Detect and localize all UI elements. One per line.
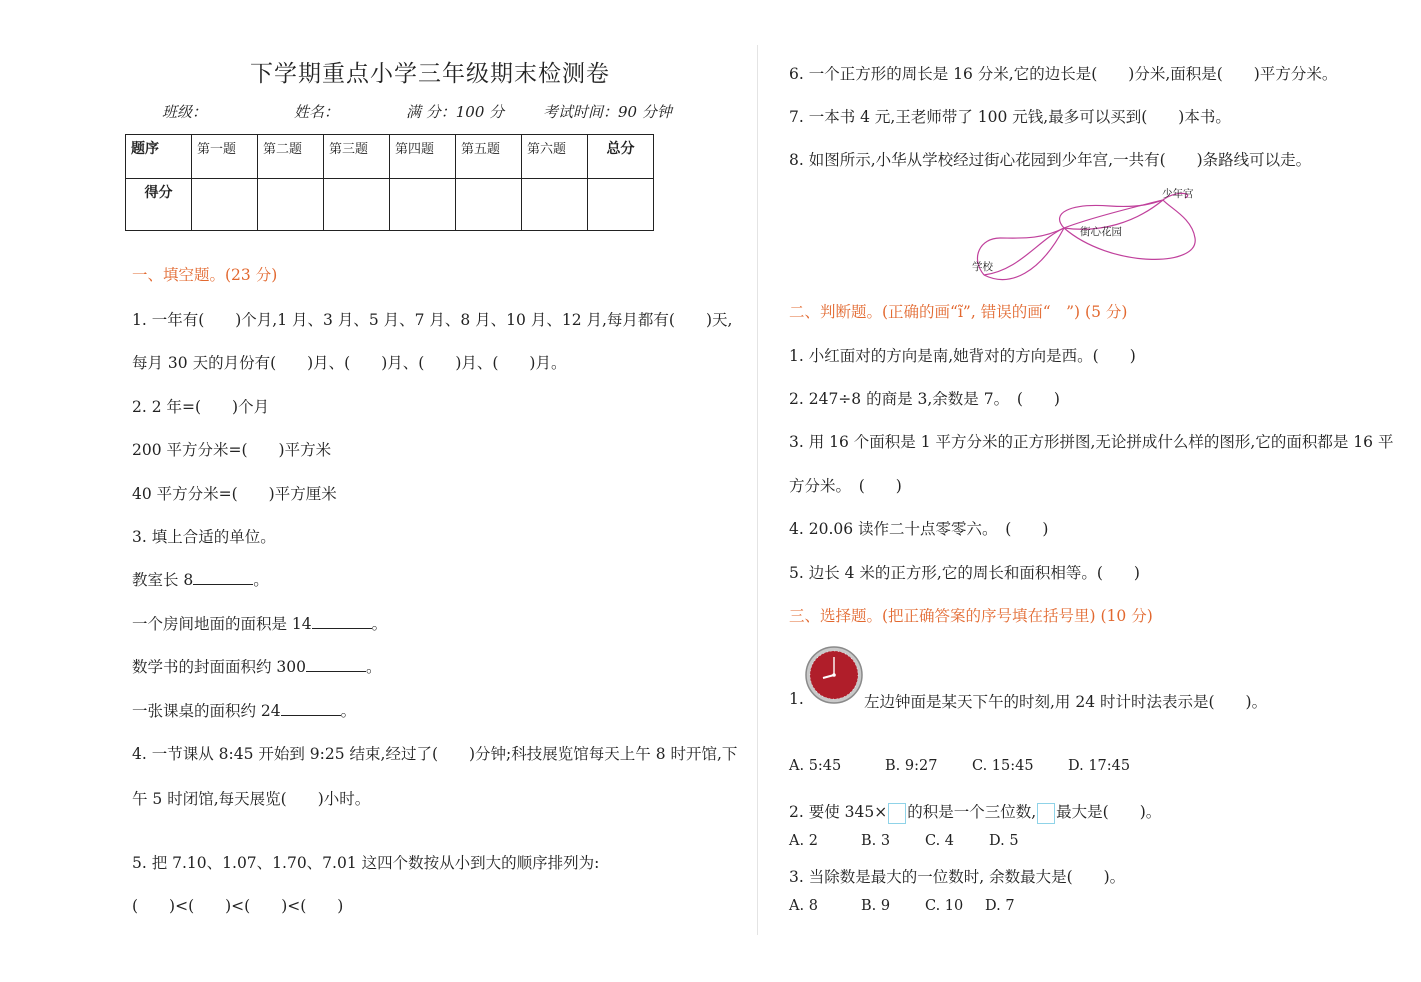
score-cell[interactable] bbox=[192, 179, 258, 231]
question-line: 2. 2 年=( )个月 bbox=[132, 398, 270, 416]
table-header-cell: 第二题 bbox=[258, 135, 324, 179]
question-text: 左边钟面是某天下午的时刻,用 24 时计时法表示是( )。 bbox=[864, 693, 1268, 711]
period: 。 bbox=[371, 615, 388, 633]
question-line: 5. 把 7.10、1.07、1.70、7.01 这四个数按从小到大的顺序排列为: bbox=[132, 854, 600, 872]
option[interactable]: C. 4 bbox=[925, 833, 955, 849]
question-text: 最大是( )。 bbox=[1056, 803, 1162, 821]
question-line: 1. 一年有( )个月,1 月、3 月、5 月、7 月、8 月、10 月、12 月,每月都有( )天, bbox=[132, 311, 733, 329]
table-header-cell: 第三题 bbox=[324, 135, 390, 179]
question-text: 2. 要使 345× bbox=[789, 803, 888, 821]
option[interactable]: A. 8 bbox=[789, 898, 818, 914]
option[interactable]: A. 2 bbox=[789, 833, 818, 849]
question-line: ( )<( )<( )<( ) bbox=[132, 897, 344, 915]
question-line: 40 平方分米=( )平方厘米 bbox=[132, 485, 337, 503]
option[interactable]: C. 15:45 bbox=[972, 758, 1034, 774]
route-map bbox=[960, 178, 1210, 288]
options-row bbox=[789, 758, 1130, 774]
question-text: 教室长 8 bbox=[132, 571, 194, 589]
score-cell[interactable] bbox=[390, 179, 456, 231]
question-line: 8. 如图所示,小华从学校经过街心花园到少年宫,一共有( )条路线可以走。 bbox=[789, 151, 1312, 169]
question-line: 方分米。 ( ) bbox=[789, 477, 902, 495]
table-header-cell: 第六题 bbox=[522, 135, 588, 179]
options-row bbox=[789, 833, 1019, 849]
question-line: 3. 用 16 个面积是 1 平方分米的正方形拼图,无论拼成什么样的图形,它的面积都是 16 平 bbox=[789, 433, 1394, 451]
clock-icon bbox=[804, 645, 864, 705]
page-title: 下学期重点小学三年级期末检测卷 bbox=[250, 61, 610, 87]
table-header-cell: 总分 bbox=[588, 135, 654, 179]
question-line: 2. 247÷8 的商是 3,余数是 7。 ( ) bbox=[789, 390, 1060, 408]
option[interactable]: A. 5:45 bbox=[789, 758, 842, 774]
full-score: 满 分：100 分 bbox=[406, 103, 505, 121]
score-cell[interactable] bbox=[522, 179, 588, 231]
question-line bbox=[132, 568, 269, 590]
section1-heading: 一、填空题。(23 分) bbox=[132, 266, 278, 284]
question-line bbox=[132, 612, 387, 634]
column-divider bbox=[757, 45, 758, 935]
question-text: 的积是一个三位数, bbox=[907, 803, 1037, 821]
section2-heading: 二、判断题。(正确的画“ĩ”, 错误的画“ ”) (5 分) bbox=[789, 303, 1128, 321]
map-label-school: 学校 bbox=[972, 261, 993, 273]
option[interactable]: D. 5 bbox=[989, 833, 1019, 849]
question-line bbox=[132, 655, 382, 677]
option[interactable]: B. 9 bbox=[861, 898, 891, 914]
score-table bbox=[125, 134, 654, 231]
answer-blank[interactable] bbox=[306, 657, 366, 672]
table-header-cell: 第五题 bbox=[456, 135, 522, 179]
question-line: 午 5 时闭馆,每天展览( )小时。 bbox=[132, 790, 371, 808]
option[interactable]: D. 17:45 bbox=[1068, 758, 1131, 774]
score-cell[interactable] bbox=[588, 179, 654, 231]
section3-heading: 三、选择题。(把正确答案的序号填在括号里) (10 分) bbox=[789, 607, 1153, 625]
question-line: 3. 填上合适的单位。 bbox=[132, 528, 276, 546]
option[interactable]: C. 10 bbox=[925, 898, 964, 914]
question-line: 1. 小红面对的方向是南,她背对的方向是西。( ) bbox=[789, 347, 1136, 365]
blank-box[interactable] bbox=[888, 803, 906, 824]
period: 。 bbox=[340, 702, 357, 720]
score-cell[interactable] bbox=[456, 179, 522, 231]
table-header-cell: 第四题 bbox=[390, 135, 456, 179]
period: 。 bbox=[366, 658, 382, 676]
question-line: 5. 边长 4 米的正方形,它的周长和面积相等。( ) bbox=[789, 564, 1140, 582]
question-line: 7. 一本书 4 元,王老师带了 100 元钱,最多可以买到( )本书。 bbox=[789, 108, 1231, 126]
option[interactable]: B. 9:27 bbox=[885, 758, 938, 774]
answer-blank[interactable] bbox=[281, 701, 341, 716]
name-label: 姓名： bbox=[294, 103, 340, 121]
map-label-garden: 街心花园 bbox=[1080, 226, 1122, 238]
question-number: 1. bbox=[789, 690, 804, 708]
option[interactable]: B. 3 bbox=[861, 833, 891, 849]
table-row-label: 得分 bbox=[126, 179, 192, 231]
question-text: 一张课桌的面积约 24 bbox=[132, 702, 281, 720]
question-line: 200 平方分米=( )平方米 bbox=[132, 441, 332, 459]
score-cell[interactable] bbox=[258, 179, 324, 231]
question-line: 3. 当除数是最大的一位数时, 余数最大是( )。 bbox=[789, 868, 1126, 886]
answer-blank[interactable] bbox=[312, 614, 372, 629]
question-line: 4. 20.06 读作二十点零零六。 ( ) bbox=[789, 520, 1049, 538]
exam-time: 考试时间：90 分钟 bbox=[543, 103, 672, 121]
class-label: 班级： bbox=[162, 103, 208, 121]
question-line: 每月 30 天的月份有( )月、( )月、( )月、( )月。 bbox=[132, 354, 567, 372]
options-row bbox=[789, 898, 1015, 914]
answer-blank[interactable] bbox=[193, 570, 253, 585]
map-label-palace: 少年宫 bbox=[1162, 188, 1194, 200]
question-line: 4. 一节课从 8:45 开始到 9:25 结束,经过了( )分钟;科技展览馆每天上午 8 时开馆,下 bbox=[132, 745, 738, 763]
blank-box[interactable] bbox=[1037, 803, 1055, 824]
score-cell[interactable] bbox=[324, 179, 390, 231]
option[interactable]: D. 7 bbox=[985, 898, 1015, 914]
table-header-cell: 题序 bbox=[126, 135, 192, 179]
question-line: 6. 一个正方形的周长是 16 分米,它的边长是( )分米,面积是( )平方分米。 bbox=[789, 65, 1338, 83]
question-line bbox=[132, 699, 356, 721]
table-header-cell: 第一题 bbox=[192, 135, 258, 179]
period: 。 bbox=[253, 571, 269, 589]
question-text: 一个房间地面的面积是 14 bbox=[132, 615, 312, 633]
question-line bbox=[789, 800, 1161, 824]
question-text: 数学书的封面面积约 300 bbox=[132, 658, 307, 676]
